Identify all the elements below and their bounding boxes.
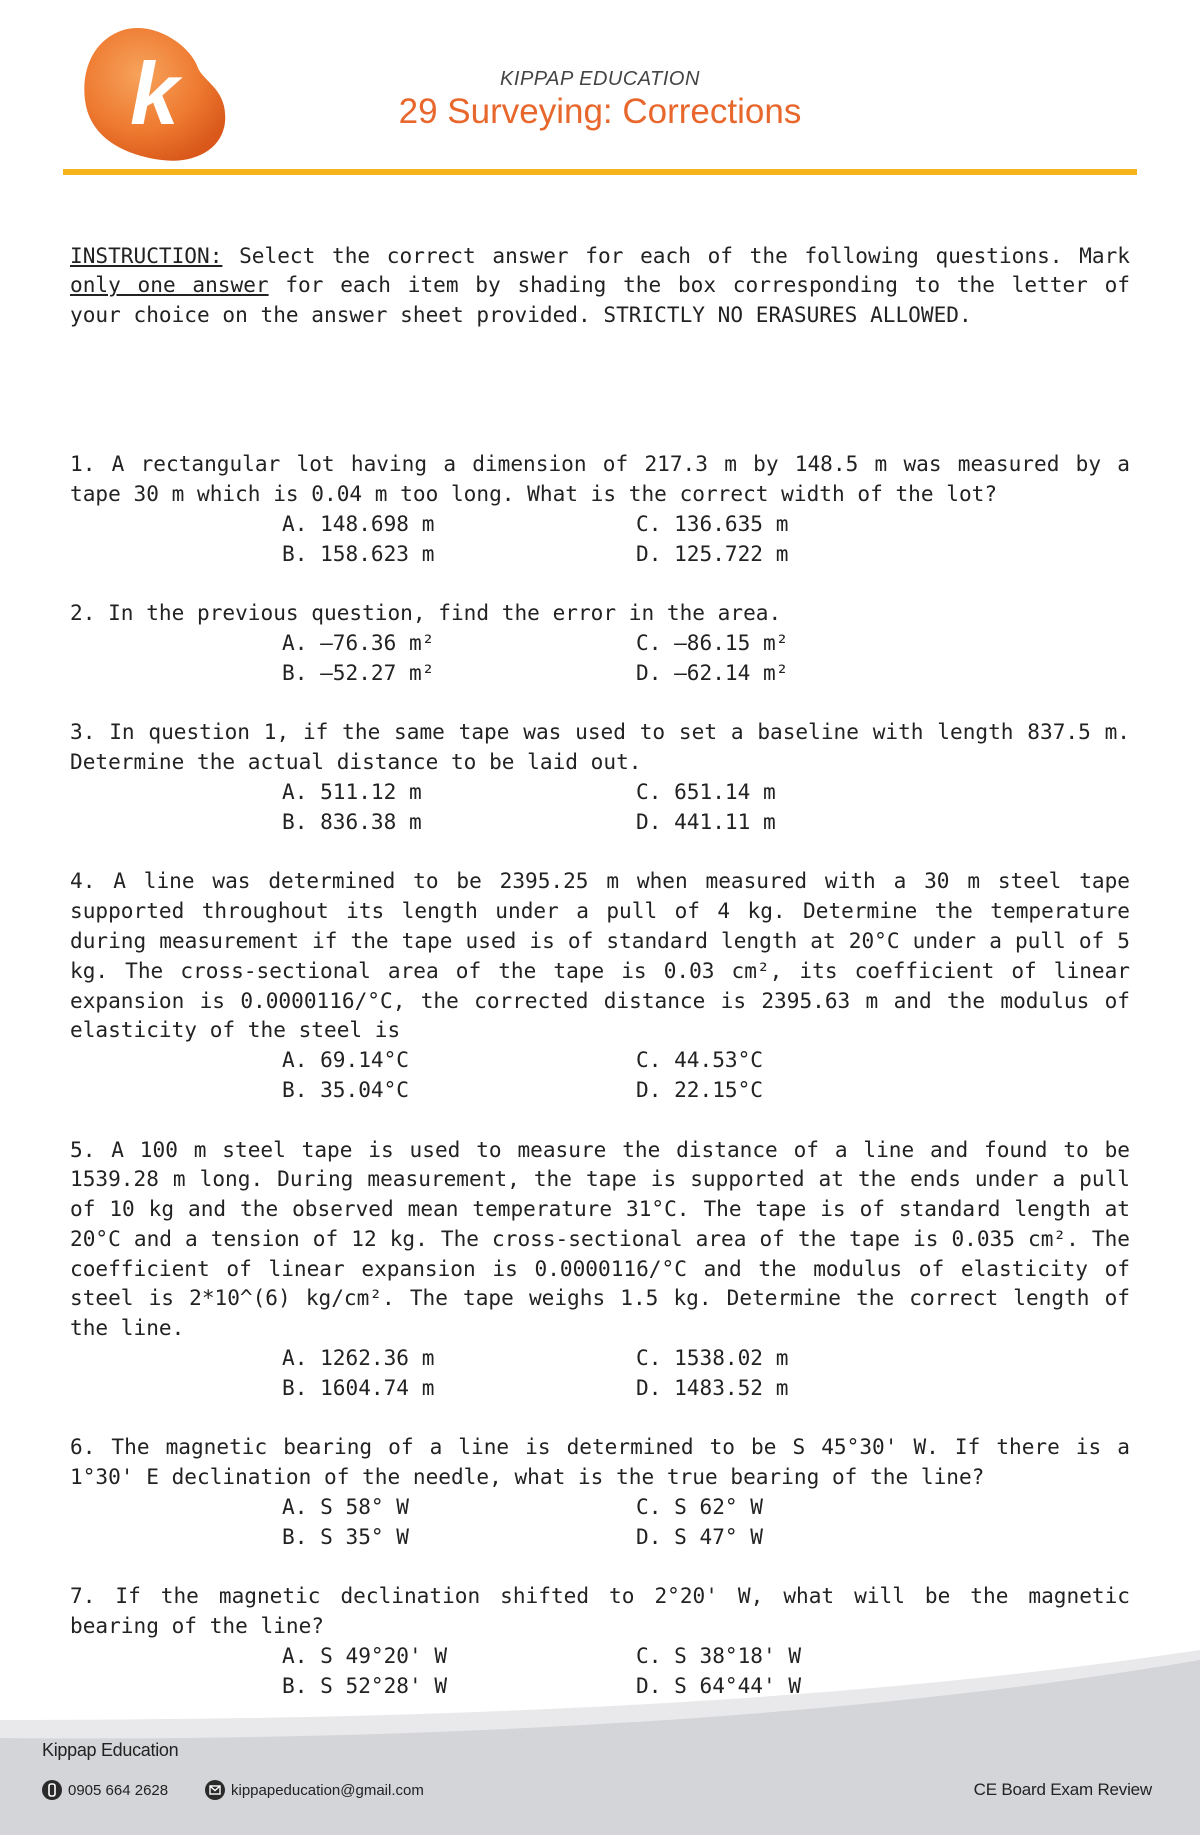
footer-phone-number: 0905 664 2628 bbox=[68, 1781, 169, 1799]
answer-option: B. S 35° W bbox=[282, 1523, 409, 1549]
footer-email-address: kippapeducation@gmail.com bbox=[231, 1781, 424, 1799]
answer-option: A. S 49°20' W bbox=[282, 1643, 448, 1669]
question-item bbox=[70, 866, 1143, 1104]
footer-email bbox=[205, 1780, 424, 1800]
answer-option: A. 511.12 m bbox=[282, 778, 422, 804]
question-item bbox=[70, 1432, 1143, 1551]
answer-options bbox=[282, 1343, 1130, 1403]
instruction-label: INSTRUCTION: bbox=[70, 242, 223, 268]
answer-option: C. 44.53°C bbox=[636, 1047, 763, 1073]
question-item bbox=[70, 449, 1143, 568]
instruction-emphasis: only one answer bbox=[70, 272, 269, 298]
footer-phone bbox=[42, 1780, 168, 1800]
logo-letter: k bbox=[130, 44, 179, 143]
instruction-text-1: Select the correct answer for each of the following questions. Mark bbox=[222, 242, 1143, 268]
question-text: 3. In question 1, if the same tape was used to set a baseline with length 837.5 m. Determine the actual distance to be laid out. bbox=[70, 719, 1143, 775]
answer-option: B. 836.38 m bbox=[282, 808, 422, 834]
question-text: 7. If the magnetic declination shifted to 2°20' W, what will be the magnetic bearing of the line? bbox=[70, 1583, 1143, 1639]
answer-options bbox=[282, 1045, 1130, 1105]
question-item bbox=[70, 717, 1143, 836]
answer-option: C. 136.635 m bbox=[636, 510, 789, 536]
answer-option: A. 69.14°C bbox=[282, 1047, 409, 1073]
answer-option: C. S 38°18' W bbox=[636, 1643, 802, 1669]
answer-option: D. 1483.52 m bbox=[636, 1374, 789, 1400]
instruction-text-2: for each item by shading the box corresponding to the letter of your choice on the answer sheet provided. STRICTLY NO ERASURES ALLOWED. bbox=[70, 272, 1143, 328]
question-text: 2. In the previous question, find the error in the area. bbox=[70, 600, 782, 626]
answer-option: C. 651.14 m bbox=[636, 778, 776, 804]
footer-tagline: CE Board Exam Review bbox=[973, 1780, 1152, 1799]
exam-content bbox=[70, 181, 1143, 1730]
answer-option: D. S 64°44' W bbox=[636, 1672, 802, 1698]
question-text: 6. The magnetic bearing of a line is determined to be S 45°30' W. If there is a 1°30' E declination of the needle, what is the true bearing of the line? bbox=[70, 1434, 1143, 1490]
viber-phone-icon bbox=[42, 1780, 62, 1800]
header-org: KIPPAP EDUCATION bbox=[500, 68, 700, 90]
question-text: 1. A rectangular lot having a dimension of 217.3 m by 148.5 m was measured by a tape 30 m which is 0.04 m too long. What is the correct width of the lot? bbox=[70, 451, 1143, 506]
answer-options bbox=[282, 628, 1130, 688]
answer-options bbox=[282, 777, 1130, 837]
answer-option: A. 1262.36 m bbox=[282, 1345, 435, 1371]
email-icon bbox=[205, 1780, 225, 1800]
answer-option: A. S 58° W bbox=[282, 1494, 409, 1520]
answer-option: C. –86.15 m² bbox=[636, 629, 789, 655]
answer-option: B. 158.623 m bbox=[282, 540, 435, 566]
answer-options bbox=[282, 509, 1130, 569]
answer-option: C. S 62° W bbox=[636, 1494, 763, 1520]
answer-option: D. 441.11 m bbox=[636, 808, 776, 834]
answer-option: C. 1538.02 m bbox=[636, 1345, 789, 1371]
answer-option: D. –62.14 m² bbox=[636, 659, 789, 685]
footer-background bbox=[0, 1650, 1200, 1835]
question-item bbox=[70, 598, 1130, 687]
question-item bbox=[70, 1135, 1143, 1403]
footer-org: Kippap Education bbox=[42, 1740, 179, 1760]
answer-option: D. 22.15°C bbox=[636, 1076, 763, 1102]
question-text: 4. A line was determined to be 2395.25 m when measured with a 30 m steel tape supported throughout its length under a pull of 4 kg. Determine the temperature during measurement if the tape used is of standard length at 20°C under a pull of 5 kg. The cross-sectional area of the tape is 0.03 cm², its coefficient of linear expansion is 0.0000116/°C, the corrected distance is 2395.63 m and the modulus of elasticity of the steel is bbox=[70, 868, 1143, 1043]
answer-option: A. –76.36 m² bbox=[282, 629, 435, 655]
answer-option: A. 148.698 m bbox=[282, 510, 435, 536]
answer-option: B. S 52°28' W bbox=[282, 1672, 448, 1698]
answer-option: D. 125.722 m bbox=[636, 540, 789, 566]
instruction bbox=[70, 241, 1143, 330]
answer-option: B. 1604.74 m bbox=[282, 1374, 435, 1400]
answer-option: B. –52.27 m² bbox=[282, 659, 435, 685]
answer-option: B. 35.04°C bbox=[282, 1076, 409, 1102]
answer-options bbox=[282, 1492, 1130, 1552]
question-text: 5. A 100 m steel tape is used to measure the distance of a line and found to be 1539.28 m long. During measurement, the tape is supported at the ends under a pull of 10 kg and the observed mean temperature 31°C. The tape is of standard length at 20°C and a tension of 12 kg. The cross-sectional area of the tape is 0.035 cm². The coefficient of linear expansion is 0.0000116/°C and the modulus of elasticity of steel is 2*10^(6) kg/cm². The tape weighs 1.5 kg. Determine the correct length of the line. bbox=[70, 1136, 1143, 1341]
header-divider bbox=[63, 169, 1137, 175]
answer-option: D. S 47° W bbox=[636, 1523, 763, 1549]
question-list bbox=[70, 449, 1143, 1700]
page-title: 29 Surveying: Corrections bbox=[398, 92, 802, 131]
